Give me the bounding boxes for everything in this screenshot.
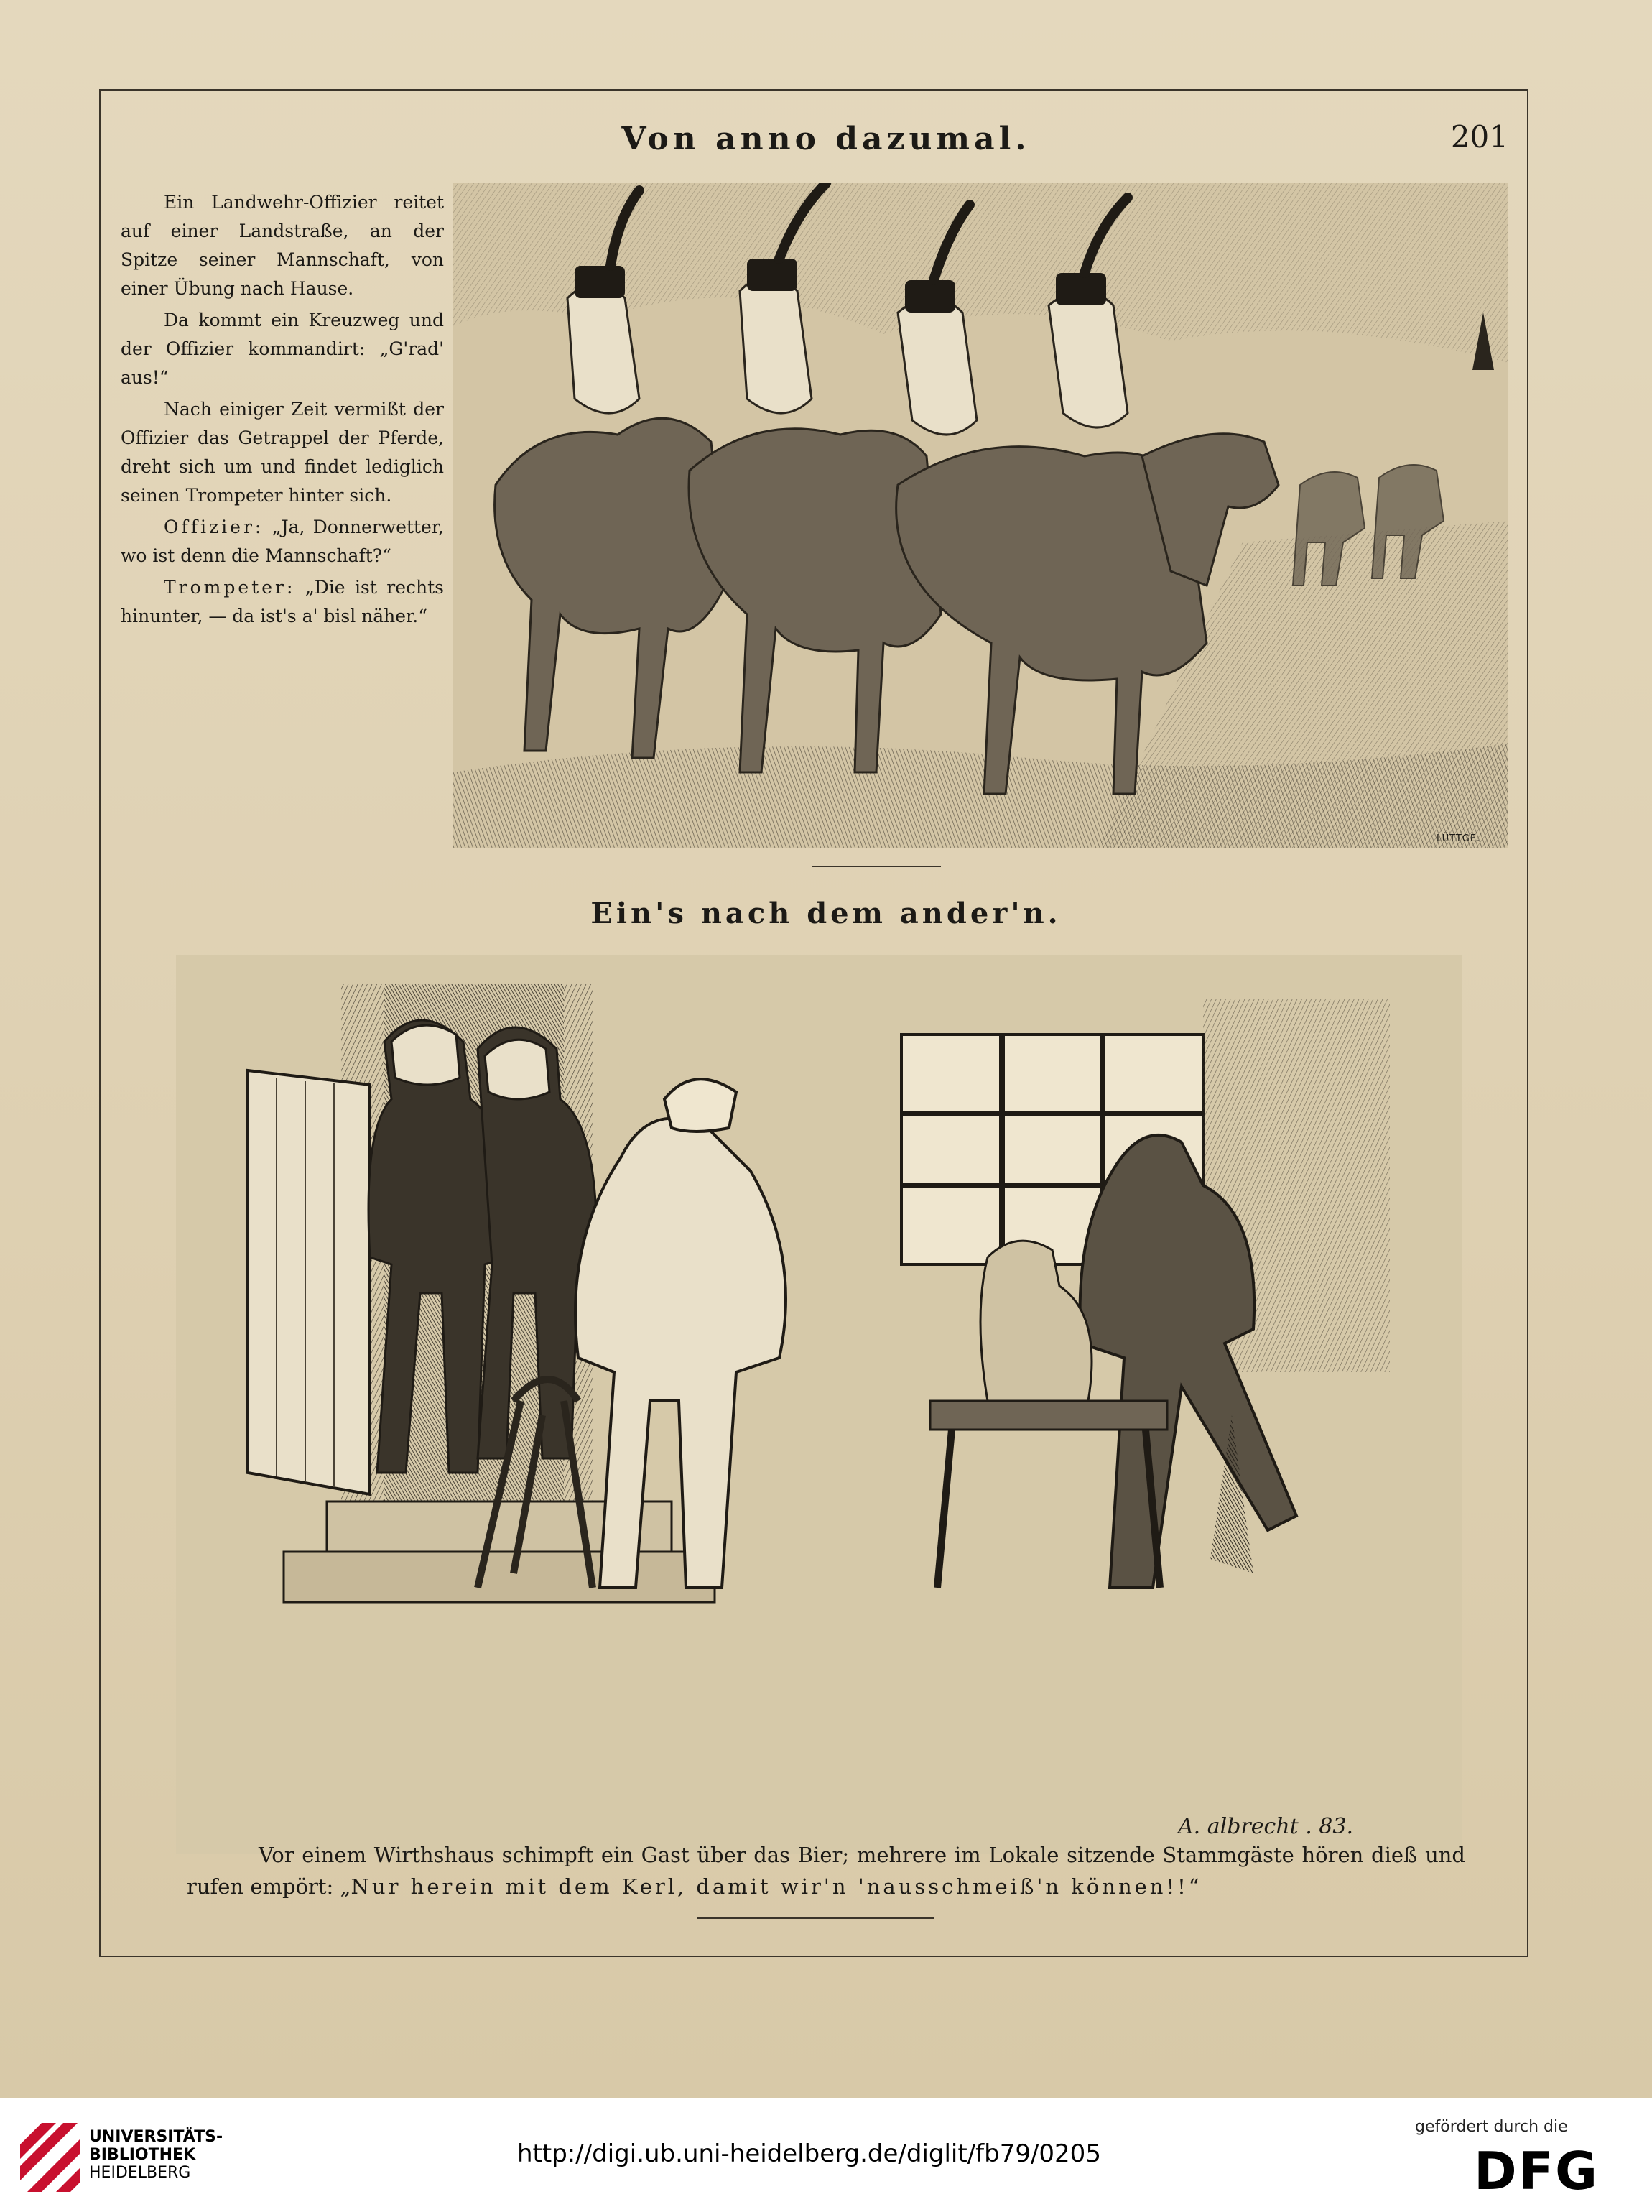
divider [812,866,941,867]
caption-text-spaced: Nur herein mit dem Kerl, damit wir'n 'nausschmeiß'n können!! [351,1874,1189,1899]
university-line: BIBLIOTHEK [89,2146,196,2164]
university-line: UNIVERSITÄTS- [89,2128,223,2146]
anecdote-dialogue-trumpeter [121,573,444,631]
tavern-caption [187,1839,1465,1902]
anecdote-paragraph: Da kommt ein Kreuzweg und der Offizier kommandirt: „G'rad' aus!“ [121,310,444,388]
permalink-url[interactable]: http://digi.ub.uni-heidelberg.de/diglit/fb79/0205 [517,2139,1101,2168]
speaker-trumpeter: Trompeter: [164,577,296,598]
tavern-illustration [176,955,1462,1854]
viewer-footer [0,2098,1652,2212]
page-number: 201 [1450,119,1508,154]
speaker-officer: Offizier: [164,517,264,537]
artist-signature: A. albrecht . 83. [1178,1814,1354,1839]
officer-line: „Ja, Donnerwetter, wo ist denn die Mannschaft?“ [121,517,444,566]
dfg-logo[interactable]: DFG [1474,2141,1600,2201]
university-line: HEIDELBERG [89,2164,191,2182]
anecdote-dialogue-officer [121,513,444,570]
cavalry-illustration [453,183,1508,848]
header-title: Von anno dazumal. [621,121,1031,157]
funded-by-label: gefördert durch die [1415,2118,1568,2136]
university-name[interactable] [89,2128,223,2182]
anecdote-paragraph: Nach einiger Zeit vermißt der Offizier das Getrappel der Pferde, dreht sich um und findet lediglich seinen Trompeter hinter sich. [121,399,444,506]
divider [697,1917,934,1919]
caption-text-b: “ [1188,1874,1199,1899]
trumpeter-line: „Die ist rechts hinunter, — da ist's a' bisl näher.“ [121,577,444,626]
anecdote-paragraph: Ein Landwehr-Offizier reitet auf einer Landstraße, an der Spitze seiner Mannschaft, von einer Übung nach Hause. [121,192,444,299]
illustration-credit: LÜTTGE. [1437,833,1481,844]
university-logo-icon[interactable] [20,2123,80,2195]
anecdote-text [121,188,444,634]
caption-text-a: Vor einem Wirthshaus schimpft ein Gast über das Bier; mehrere im Lokale sitzende Stammgäste hören dieß und rufen empört: „ [187,1843,1465,1899]
section-title: Ein's nach dem ander'n. [590,897,1062,930]
